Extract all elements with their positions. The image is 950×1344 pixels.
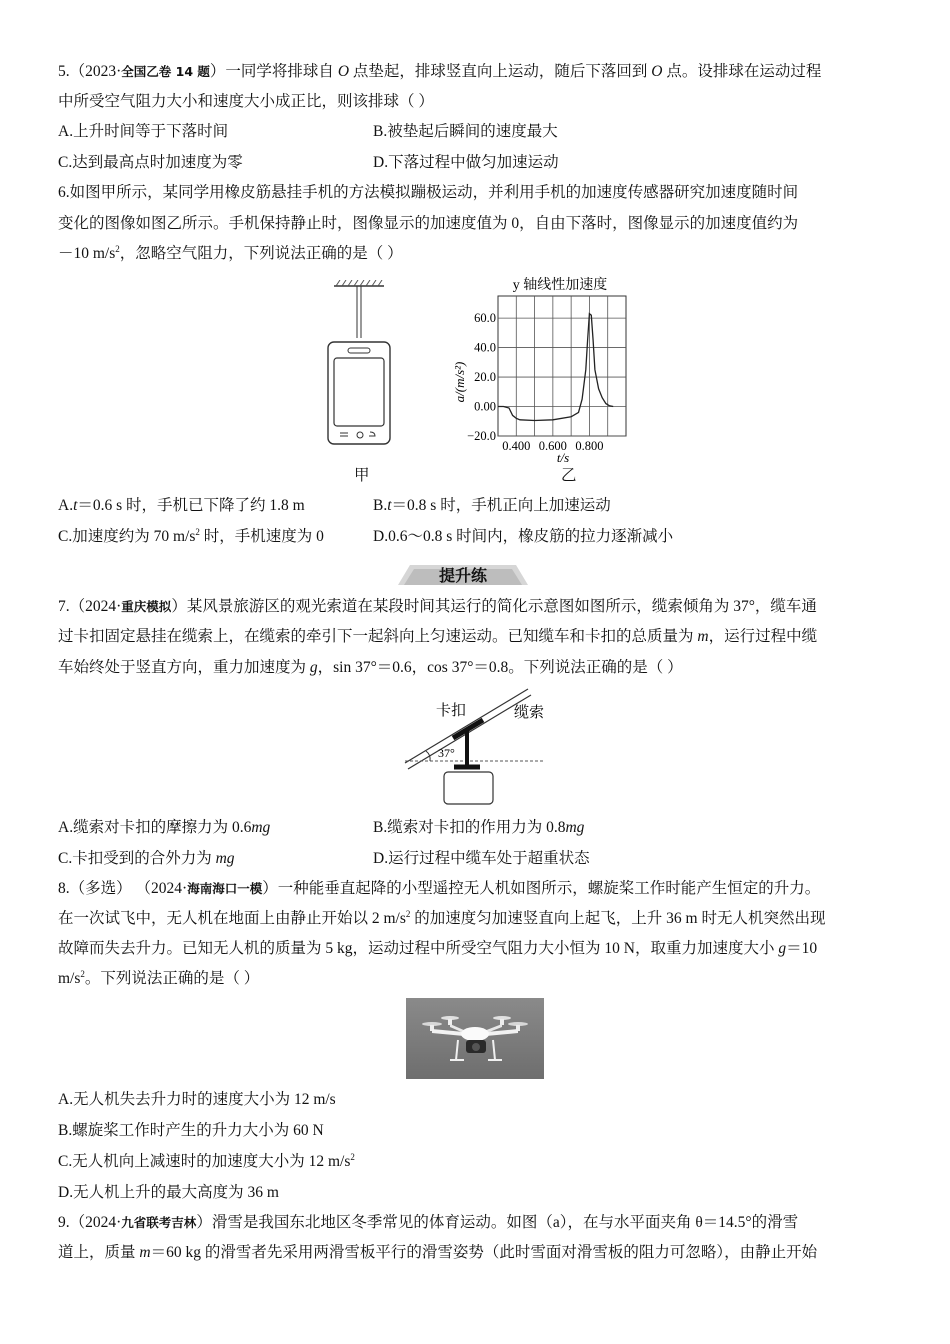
cable-label: 缆索 — [514, 703, 545, 721]
chart-title: y 轴线性加速度 — [512, 278, 608, 293]
q6-option-a: A.t＝0.6 s 时，手机已下降了约 1.8 m — [58, 497, 305, 514]
q8-option-d: D.无人机上升的最大高度为 36 m — [58, 1184, 279, 1201]
q8-source-tag: 海南海口一模 — [187, 881, 263, 896]
cable-car-figure — [400, 685, 550, 807]
chart-x-tick-label: 0.800 — [575, 439, 604, 453]
chart-series-line — [498, 314, 613, 421]
q6-line-2: 变化的图像如图乙所示。手机保持静止时，图像显示的加速度值为 0，自由下落时，图像显示的加速度值约为 — [58, 215, 799, 232]
q7-option-d: D.运行过程中缆车处于超重状态 — [373, 850, 590, 867]
chart-frame — [498, 296, 626, 436]
figure-a-label: 甲 — [354, 467, 370, 484]
q9-source-tag: 九省联考吉林 — [121, 1215, 197, 1230]
section-banner — [398, 563, 528, 587]
q5-option-d: D.下落过程中做匀加速运动 — [373, 154, 559, 171]
chart-x-ticks — [502, 439, 603, 453]
chart-y-label: a/(m/s²) — [452, 361, 467, 403]
chart-y-tick-label: 40.0 — [474, 340, 496, 355]
q5-option-b: B.被垫起后瞬间的速度最大 — [373, 123, 558, 140]
figure-b-label: 乙 — [561, 467, 577, 484]
chart-y-tick-label: 0.00 — [474, 399, 496, 414]
q8-line-4: $m/s^2$。下列说法正确的是（ ） — [58, 969, 260, 987]
q7-line-3: 车始终处于竖直方向，重力加速度为 g，sin 37°＝0.6，cos 37°＝0.8。下列说法正确的是（ ） — [58, 659, 683, 676]
chart-x-tick-label: 0.600 — [538, 439, 567, 453]
q7-option-c: C.卡扣受到的合外力为 mg — [58, 850, 235, 867]
q6-option-c: C.加速度约为 70 $m/s^2$ 时，手机速度为 0 — [58, 527, 324, 545]
q6-line-1: 6.如图甲所示，某同学用橡皮筋悬挂手机的方法模拟蹦极运动，并利用手机的加速度传感器研究加速度随时间 — [58, 184, 799, 201]
q8-option-b: B.螺旋桨工作时产生的升力大小为 60 N — [58, 1122, 324, 1139]
q5-option-a: A.上升时间等于下落时间 — [58, 123, 229, 140]
q7-line-2: 过卡扣固定悬挂在缆索上，在缆索的牵引下一起斜向上匀速运动。已知缆车和卡扣的总质量为 m，运行过程中缆 — [58, 628, 818, 645]
chart-x-label: t/s — [556, 450, 570, 465]
q8-option-c: C.无人机向上减速时的加速度大小为 12 $m/s^2$ — [58, 1152, 355, 1170]
q5-line-2: 中所受空气阻力大小和速度大小成正比，则该排球（ ） — [58, 93, 434, 110]
q8-line-1: 8.（多选） （2024·海南海口一模）一种能垂直起降的小型遥控无人机如图所示，螺旋桨工作时能产生恒定的升力。 — [58, 880, 821, 897]
acceleration-chart — [450, 272, 640, 472]
q6-option-b: B.t＝0.8 s 时，手机正向上加速运动 — [373, 497, 611, 514]
q9-line-2: 道上，质量 m＝60 kg 的滑雪者先采用两滑雪板平行的滑雪姿势（此时雪面对滑雪板的阻力可忽略），由静止开始 — [58, 1244, 818, 1261]
chart-y-tick-label: −20.0 — [467, 429, 496, 443]
q8-option-a: A.无人机失去升力时的速度大小为 12 m/s — [58, 1091, 336, 1108]
drone-photo — [406, 998, 544, 1079]
q9-line-1: 9.（2024·九省联考吉林）滑雪是我国东北地区冬季常见的体育运动。如图（a），在与水平面夹角 θ＝14.5°的滑雪 — [58, 1214, 799, 1231]
chart-y-ticks — [467, 311, 496, 443]
chart-y-tick-label: 60.0 — [474, 311, 496, 326]
clip-label: 卡扣 — [436, 701, 467, 719]
angle-label: 37° — [438, 746, 455, 760]
q8-line-2: 在一次试飞中，无人机在地面上由静止开始以 2 $m/s^2$ 的加速度匀加速竖直向上起飞，上升 36 m 时无人机突然出现 — [58, 909, 826, 927]
q5-line-1: 5.（2023·全国乙卷 14 题）一同学将排球自 O 点垫起，排球竖直向上运动，随后下落回到 O 点。设排球在运动过程 — [58, 63, 822, 80]
q7-source-tag: 重庆模拟 — [121, 599, 172, 614]
chart-grid — [498, 296, 626, 436]
q5-source-tag: 全国乙卷 14 题 — [121, 64, 210, 79]
q7-line-1: 7.（2024·重庆模拟）某风景旅游区的观光索道在某段时间其运行的简化示意图如图所示，缆索倾角为 37°，缆车通 — [58, 598, 817, 615]
chart-y-tick-label: 20.0 — [474, 370, 496, 385]
q6-option-d: D.0.6～0.8 s 时间内，橡皮筋的拉力逐渐减小 — [373, 528, 674, 545]
q5-option-c: C.达到最高点时加速度为零 — [58, 154, 243, 171]
q6-line-3: －10 $m/s^2$，忽略空气阻力，下列说法正确的是（ ） — [58, 244, 403, 262]
q8-line-3: 故障而失去升力。已知无人机的质量为 5 kg，运动过程中所受空气阻力大小恒为 10 N，取重力加速度大小 g＝10 — [58, 940, 818, 957]
section-banner-text: 提升练 — [438, 566, 488, 585]
chart-x-tick-label: 0.400 — [502, 439, 531, 453]
q7-option-b: B.缆索对卡扣的作用力为 0.8mg — [373, 819, 585, 836]
q7-option-a: A.缆索对卡扣的摩擦力为 0.6mg — [58, 819, 271, 836]
